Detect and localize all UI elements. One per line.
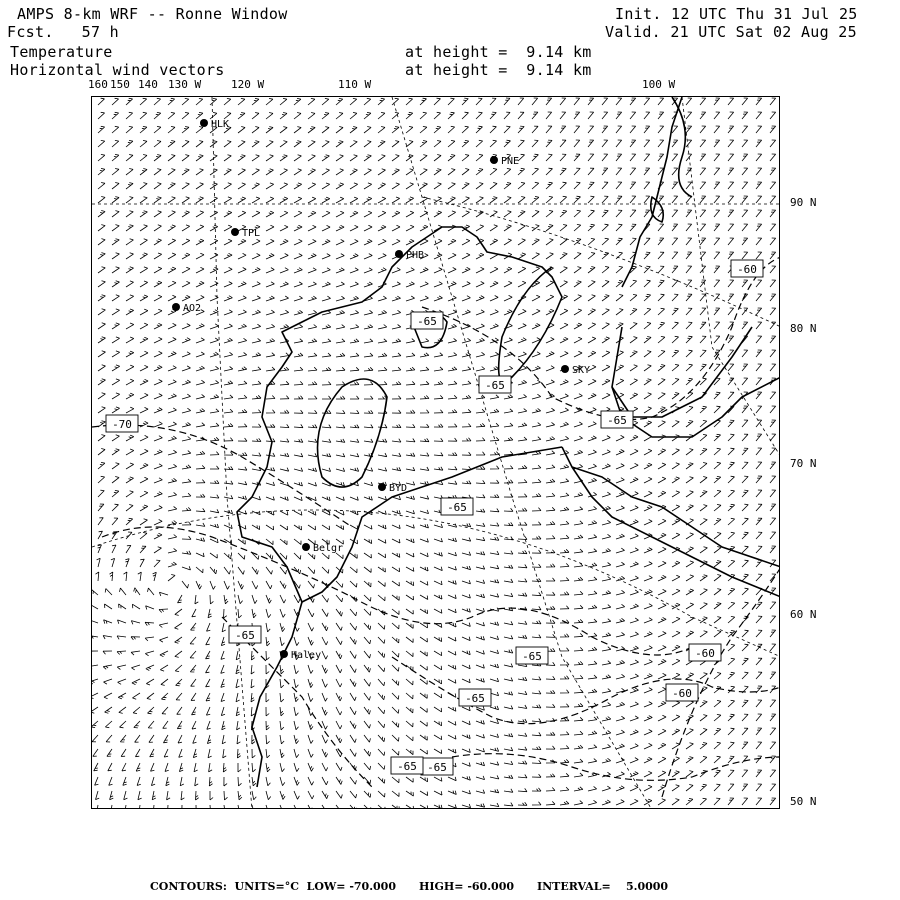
lon-label-120w: 120 W — [231, 78, 265, 91]
station-marker — [378, 483, 407, 494]
contour-label-text: -65 — [522, 650, 542, 663]
contour-line — [102, 527, 692, 655]
station-dot — [561, 365, 569, 373]
contour-label-text: -65 — [465, 692, 485, 705]
lat-label-80n: 80 N — [790, 322, 817, 335]
map-panel — [91, 96, 780, 809]
init-time: Init. 12 UTC Thu 31 Jul 25 — [615, 5, 858, 23]
contour-label-text: -65 — [397, 760, 417, 773]
contour-label — [229, 626, 261, 643]
station-marker — [490, 156, 519, 167]
lon-label-110w: 110 W — [338, 78, 372, 91]
wind-vector-field — [92, 98, 776, 809]
station-label: AO2 — [183, 303, 202, 314]
lat-label-60n: 60 N — [790, 608, 817, 621]
contour-label — [106, 415, 138, 432]
station-label: Haley — [291, 650, 322, 661]
height-label-2: at height = 9.14 km — [405, 61, 592, 79]
map-canvas — [92, 97, 780, 809]
coastline-peninsula — [237, 227, 562, 787]
contour-label — [459, 689, 491, 706]
station-marker — [280, 650, 321, 661]
contour-label-text: -65 — [485, 379, 505, 392]
contour-label-text: -60 — [737, 263, 757, 276]
coastline-small — [651, 197, 664, 222]
station-marker — [200, 119, 229, 130]
field-temperature: Temperature — [10, 43, 113, 61]
contour-label — [666, 684, 698, 701]
contour-label-text: -65 — [417, 315, 437, 328]
contour-info-footer: CONTOURS: UNITS=°C LOW= -70.000 HIGH= -60.000 INTERVAL= 5.0000 — [150, 880, 669, 893]
contour-label — [516, 647, 548, 664]
station-marker — [172, 303, 201, 314]
contour-label-text: -60 — [695, 647, 715, 660]
contour-label-text: -65 — [447, 501, 467, 514]
lon-label-100w: 100 W — [642, 78, 676, 91]
contour-label — [479, 376, 511, 393]
coastlines — [237, 97, 780, 787]
station-label: PNE — [501, 156, 520, 167]
valid-time: Valid. 21 UTC Sat 02 Aug 25 — [605, 23, 857, 41]
station-dot — [200, 119, 208, 127]
contour-label-text: -65 — [427, 761, 447, 774]
contour-label — [689, 644, 721, 661]
contour-label — [441, 498, 473, 515]
contour-label — [421, 758, 453, 775]
station-dot — [490, 156, 498, 164]
graticule-line — [422, 197, 780, 327]
lat-label-90n: 90 N — [790, 196, 817, 209]
height-label-1: at height = 9.14 km — [405, 43, 592, 61]
station-dot — [231, 228, 239, 236]
station-dot — [280, 650, 288, 658]
station-label: PHB — [406, 250, 425, 261]
station-dot — [172, 303, 180, 311]
lon-label-130w: 130 W — [168, 78, 202, 91]
lat-label-70n: 70 N — [790, 457, 817, 470]
station-marker — [231, 228, 260, 239]
lon-label-140: 140 — [138, 78, 158, 91]
contour-label-text: -70 — [112, 418, 132, 431]
contour-label — [391, 757, 423, 774]
station-label: TPL — [242, 228, 261, 239]
field-wind-vectors: Horizontal wind vectors — [10, 61, 225, 79]
station-dot — [378, 483, 386, 491]
contour-line — [452, 754, 780, 781]
contour-label — [731, 260, 763, 277]
station-label: HLK — [211, 119, 230, 130]
contour-label-text: -65 — [607, 414, 627, 427]
lon-label-150: 150 — [110, 78, 130, 91]
station-marker — [561, 365, 590, 376]
station-label: BYD — [389, 483, 408, 494]
station-label: Belgr — [313, 543, 344, 554]
station-label: SKY — [572, 365, 591, 376]
contour-label-text: -60 — [672, 687, 692, 700]
contour-label-text: -65 — [235, 629, 255, 642]
station-dot — [395, 250, 403, 258]
contour-line — [422, 257, 780, 420]
map-title: AMPS 8-km WRF -- Ronne Window — [17, 5, 288, 23]
lon-label-160: 160 — [88, 78, 108, 91]
contour-line — [662, 567, 780, 797]
station-markers — [172, 119, 590, 661]
graticule — [92, 97, 780, 809]
temperature-contours — [92, 257, 780, 797]
wind-barb-path — [92, 98, 776, 809]
station-dot — [302, 543, 310, 551]
coastline-east — [612, 327, 780, 437]
station-marker — [302, 543, 343, 554]
forecast-hour: Fcst. 57 h — [7, 23, 119, 41]
contour-line — [392, 657, 780, 724]
contour-label — [411, 312, 443, 329]
contour-label — [601, 411, 633, 428]
lat-label-50n: 50 N — [790, 795, 817, 808]
coastline-shelf — [572, 467, 780, 597]
